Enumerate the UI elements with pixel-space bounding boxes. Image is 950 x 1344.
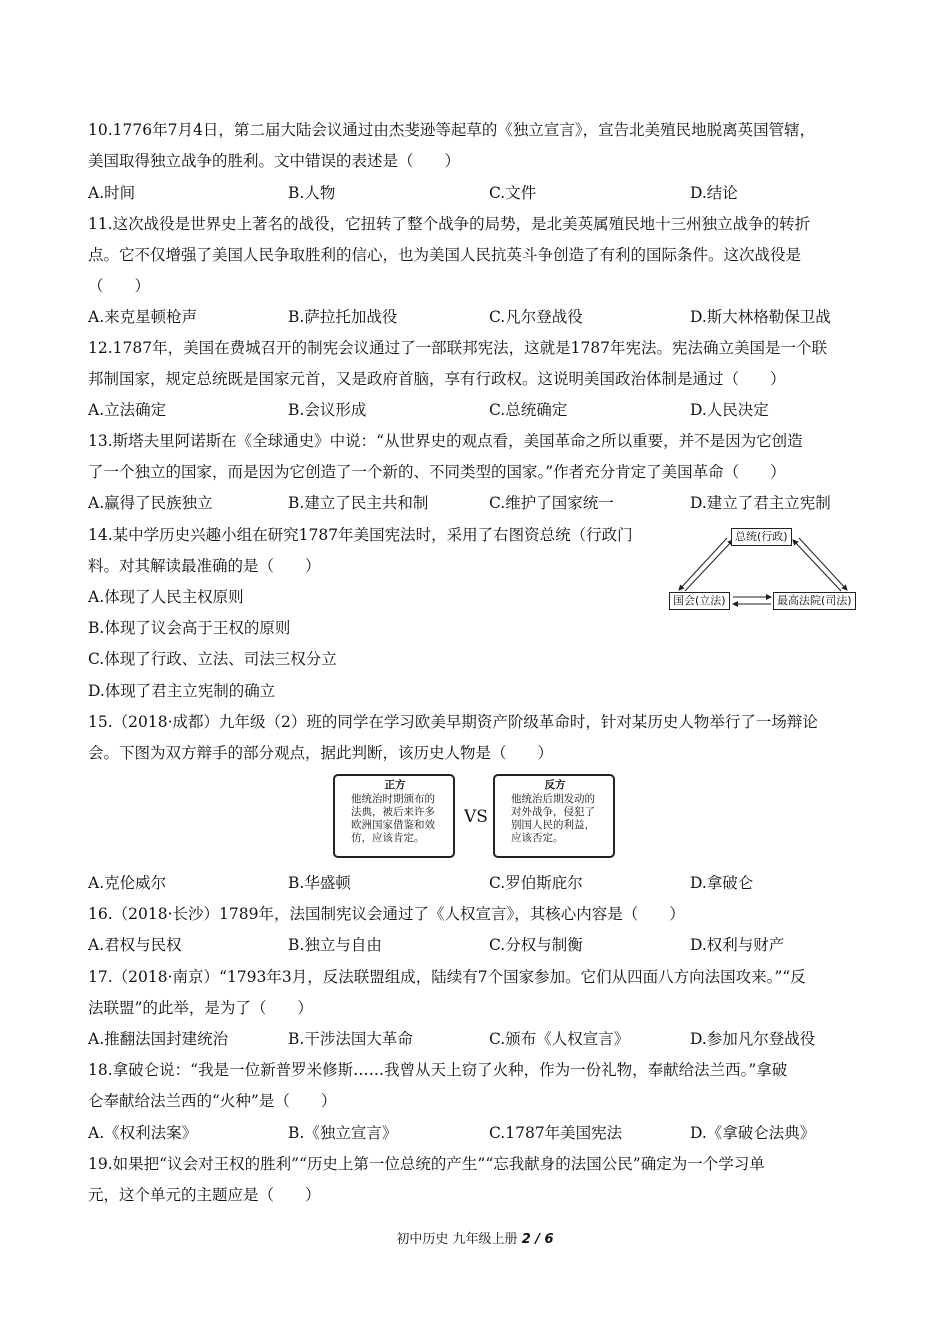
question-18-line-2: 仑奉献给法兰西的“火种”是（ ） bbox=[88, 1092, 337, 1110]
option-c: C.分权与制衡 bbox=[489, 936, 583, 954]
question-18-options bbox=[88, 1123, 868, 1143]
option-d: D.参加凡尔登战役 bbox=[690, 1030, 816, 1048]
pro-text: 他统治时期颁布的 法典，被后来许多 欧洲国家借鉴和效 仿，应该肯定。 bbox=[351, 793, 435, 844]
option-d: D.《拿破仑法典》 bbox=[690, 1124, 816, 1142]
vs-label: VS bbox=[464, 807, 488, 827]
question-13-options bbox=[88, 493, 868, 513]
option-a: A.来克星顿枪声 bbox=[88, 308, 198, 326]
question-10-line-2: 美国取得独立战争的胜利。文中错误的表述是（ ） bbox=[88, 152, 461, 170]
question-14-option-d: D.体现了君主立宪制的确立 bbox=[88, 682, 276, 700]
question-15-line-1: 15.（2018·成都）九年级（2）班的同学在学习欧美早期资产阶级革命时，针对某历史人物举行了一场辩论 bbox=[88, 713, 818, 731]
question-12-options bbox=[88, 400, 868, 420]
question-14-option-b: B.体现了议会高于王权的原则 bbox=[88, 619, 291, 637]
question-17-line-2: 法联盟”的此举，是为了（ ） bbox=[88, 999, 313, 1017]
option-b: B.干涉法国大革命 bbox=[288, 1030, 413, 1048]
question-19-line-2: 元，这个单元的主题应是（ ） bbox=[88, 1186, 321, 1204]
option-c: C.凡尔登战役 bbox=[489, 308, 583, 326]
question-17-line-1: 17.（2018·南京）“1793年3月，反法联盟组成，陆续有7个国家参加。它们从四面八方向法国攻来。”“反 bbox=[88, 968, 806, 986]
question-11-line-1: 11.这次战役是世界史上著名的战役，它扭转了整个战争的局势，是北美英属殖民地十三州独立战争的转折 bbox=[88, 215, 811, 233]
question-12-line-2: 邦制国家，规定总统既是国家元首，又是政府首脑，享有行政权。这说明美国政治体制是通过（ ） bbox=[88, 370, 786, 388]
question-16-options bbox=[88, 935, 868, 955]
question-17-options bbox=[88, 1029, 868, 1049]
option-b: B.萨拉托加战役 bbox=[288, 308, 398, 326]
question-12-line-1: 12.1787年，美国在费城召开的制宪会议通过了一部联邦宪法，这就是1787年宪法。宪法确立美国是一个联 bbox=[88, 339, 828, 357]
option-c: C.颁布《人权宣言》 bbox=[489, 1030, 630, 1048]
page-number: 2 / 6 bbox=[521, 1232, 554, 1247]
question-15-options bbox=[88, 873, 868, 893]
question-16-line-1: 16.（2018·长沙）1789年，法国制宪议会通过了《人权宣言》，其核心内容是（ ） bbox=[88, 905, 685, 923]
option-a: A.立法确定 bbox=[88, 401, 167, 419]
option-b: B.《独立宣言》 bbox=[288, 1124, 398, 1142]
con-side-box bbox=[493, 774, 615, 858]
separation-of-powers-diagram bbox=[665, 524, 865, 616]
option-d: D.斯大林格勒保卫战 bbox=[690, 308, 831, 326]
question-18-line-1: 18.拿破仑说：“我是一位新普罗米修斯……我曾从天上窃了火种，作为一份礼物，奉献给法兰西。”拿破 bbox=[88, 1061, 788, 1079]
question-11-line-2: 点。它不仅增强了美国人民争取胜利的信心，也为美国人民抗英斗争创造了有利的国际条件。这次战役是 bbox=[88, 246, 802, 264]
option-a: A.推翻法国封建统治 bbox=[88, 1030, 229, 1048]
option-d: D.权利与财产 bbox=[690, 936, 785, 954]
option-d: D.结论 bbox=[690, 184, 738, 202]
question-13-line-2: 了一个独立的国家，而是因为它创造了一个新的、不同类型的国家。”作者充分肯定了美国革命（ ） bbox=[88, 463, 786, 481]
question-14-line-2: 料。对其解读最准确的是（ ） bbox=[88, 557, 321, 575]
question-10-line-1: 10.1776年7月4日，第二届大陆会议通过由杰斐逊等起草的《独立宣言》，宣告北美殖民地脱离英国管辖， bbox=[88, 121, 816, 139]
congress-box: 国会(立法) bbox=[669, 592, 730, 610]
con-title: 反方 bbox=[544, 779, 566, 791]
footer-subject: 初中历史 九年级上册 bbox=[396, 1232, 522, 1247]
question-19-line-1: 19.如果把“议会对王权的胜利”“历史上第一位总统的产生”“忘我献身的法国公民”确定为一个学习单 bbox=[88, 1155, 765, 1173]
question-14-line-1: 14.某中学历史兴趣小组在研究1787年美国宪法时，采用了右图资总统（行政门 bbox=[88, 526, 633, 544]
question-11-options bbox=[88, 307, 868, 327]
pro-title: 正方 bbox=[384, 779, 406, 791]
president-box: 总统(行政) bbox=[731, 528, 792, 546]
option-d: D.拿破仑 bbox=[690, 874, 754, 892]
option-b: B.华盛顿 bbox=[288, 874, 351, 892]
option-a: A.《权利法案》 bbox=[88, 1124, 198, 1142]
option-b: B.会议形成 bbox=[288, 401, 367, 419]
option-b: B.人物 bbox=[288, 184, 336, 202]
question-13-line-1: 13.斯塔夫里阿诺斯在《全球通史》中说：“从世界史的观点看，美国革命之所以重要，并不是因为它创造 bbox=[88, 432, 803, 450]
option-c: C.罗伯斯庇尔 bbox=[489, 874, 583, 892]
option-a: A.君权与民权 bbox=[88, 936, 182, 954]
option-d: D.人民决定 bbox=[690, 401, 769, 419]
option-c: C.维护了国家统一 bbox=[489, 494, 614, 512]
option-c: C.总统确定 bbox=[489, 401, 568, 419]
question-15-line-2: 会。下图为双方辩手的部分观点，据此判断，该历史人物是（ ） bbox=[88, 744, 554, 762]
debate-figure bbox=[333, 774, 617, 864]
question-11-line-3: （ ） bbox=[88, 277, 151, 295]
option-a: A.时间 bbox=[88, 184, 136, 202]
question-14-option-c: C.体现了行政、立法、司法三权分立 bbox=[88, 650, 337, 668]
option-b: B.建立了民主共和制 bbox=[288, 494, 429, 512]
question-14-option-a: A.体现了人民主权原则 bbox=[88, 588, 244, 606]
question-10-options bbox=[88, 183, 868, 203]
supreme-court-box: 最高法院(司法) bbox=[773, 592, 856, 610]
option-c: C.1787年美国宪法 bbox=[489, 1124, 623, 1142]
option-b: B.独立与自由 bbox=[288, 936, 382, 954]
option-c: C.文件 bbox=[489, 184, 537, 202]
pro-side-box bbox=[333, 774, 455, 858]
con-text: 他统治后期发动的 对外战争，侵犯了 别国人民的利益， 应该否定。 bbox=[511, 793, 595, 844]
page-footer bbox=[0, 1228, 950, 1247]
option-a: A.赢得了民族独立 bbox=[88, 494, 213, 512]
option-a: A.克伦威尔 bbox=[88, 874, 167, 892]
option-d: D.建立了君主立宪制 bbox=[690, 494, 831, 512]
